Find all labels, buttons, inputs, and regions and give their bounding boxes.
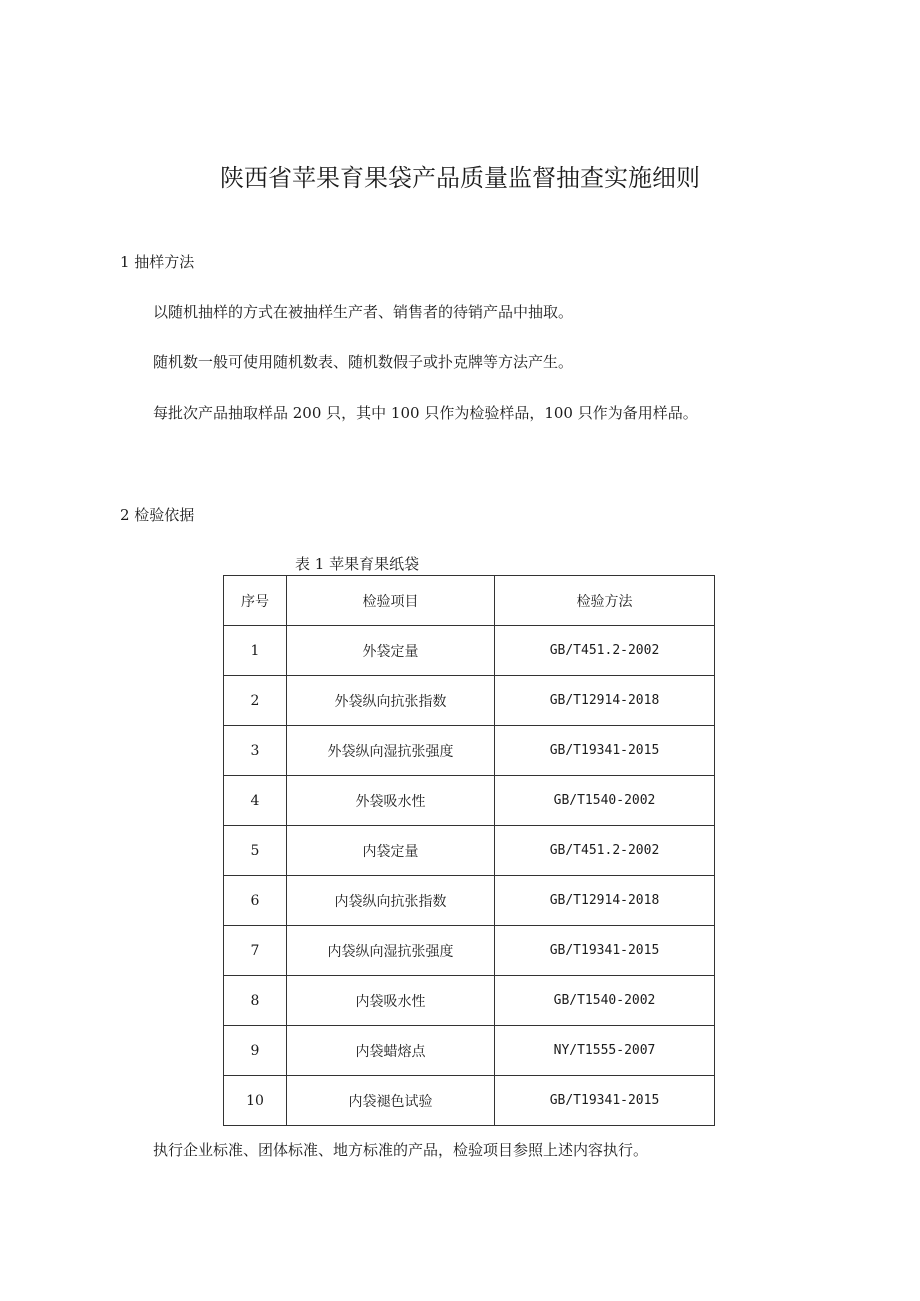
table-caption: 表 1 苹果育果纸袋 bbox=[295, 555, 420, 573]
table-row bbox=[224, 676, 715, 726]
table-row bbox=[224, 1026, 715, 1076]
cell-item: 外袋纵向湿抗张强度 bbox=[287, 726, 495, 776]
cell-method: GB/T451.2-2002 bbox=[495, 626, 715, 676]
header-method: 检验方法 bbox=[495, 576, 715, 626]
cell-serial: 9 bbox=[224, 1026, 287, 1076]
cell-method: GB/T19341-2015 bbox=[495, 1076, 715, 1126]
cell-method: GB/T1540-2002 bbox=[495, 976, 715, 1026]
cell-item: 内袋纵向湿抗张强度 bbox=[287, 926, 495, 976]
cell-method: GB/T451.2-2002 bbox=[495, 826, 715, 876]
cell-item: 内袋吸水性 bbox=[287, 976, 495, 1026]
section-heading-basis: 2 检验依据 bbox=[120, 506, 195, 524]
section-heading-sampling: 1 抽样方法 bbox=[120, 253, 195, 271]
cell-item: 内袋褪色试验 bbox=[287, 1076, 495, 1126]
document-title: 陕西省苹果育果袋产品质量监督抽查实施细则 bbox=[220, 164, 700, 192]
table-row bbox=[224, 826, 715, 876]
paragraph-sample-quantity: 每批次产品抽取样品 200 只，其中 100 只作为检验样品，100 只作为备用样品。 bbox=[153, 404, 698, 422]
cell-item: 外袋吸水性 bbox=[287, 776, 495, 826]
cell-serial: 8 bbox=[224, 976, 287, 1026]
cell-method: GB/T12914-2018 bbox=[495, 676, 715, 726]
cell-serial: 1 bbox=[224, 626, 287, 676]
cell-item: 内袋定量 bbox=[287, 826, 495, 876]
inspection-table bbox=[223, 575, 715, 1126]
table-row bbox=[224, 876, 715, 926]
cell-item: 外袋纵向抗张指数 bbox=[287, 676, 495, 726]
cell-serial: 4 bbox=[224, 776, 287, 826]
table-row bbox=[224, 926, 715, 976]
cell-serial: 2 bbox=[224, 676, 287, 726]
cell-serial: 3 bbox=[224, 726, 287, 776]
cell-item: 内袋纵向抗张指数 bbox=[287, 876, 495, 926]
cell-item: 内袋蜡熔点 bbox=[287, 1026, 495, 1076]
cell-method: GB/T12914-2018 bbox=[495, 876, 715, 926]
table-row bbox=[224, 1076, 715, 1126]
paragraph-sampling-method: 以随机抽样的方式在被抽样生产者、销售者的待销产品中抽取。 bbox=[153, 303, 574, 321]
table-row bbox=[224, 776, 715, 826]
header-item: 检验项目 bbox=[287, 576, 495, 626]
table-row bbox=[224, 726, 715, 776]
cell-serial: 10 bbox=[224, 1076, 287, 1126]
table-header-row bbox=[224, 576, 715, 626]
table-row bbox=[224, 626, 715, 676]
paragraph-standards-note: 执行企业标准、团体标准、地方标准的产品，检验项目参照上述内容执行。 bbox=[153, 1141, 649, 1159]
cell-method: GB/T1540-2002 bbox=[495, 776, 715, 826]
cell-serial: 6 bbox=[224, 876, 287, 926]
cell-method: GB/T19341-2015 bbox=[495, 726, 715, 776]
header-serial: 序号 bbox=[224, 576, 287, 626]
cell-serial: 5 bbox=[224, 826, 287, 876]
cell-serial: 7 bbox=[224, 926, 287, 976]
table-row bbox=[224, 976, 715, 1026]
cell-item: 外袋定量 bbox=[287, 626, 495, 676]
cell-method: NY/T1555-2007 bbox=[495, 1026, 715, 1076]
cell-method: GB/T19341-2015 bbox=[495, 926, 715, 976]
paragraph-random-number: 随机数一般可使用随机数表、随机数假子或扑克牌等方法产生。 bbox=[153, 353, 574, 371]
